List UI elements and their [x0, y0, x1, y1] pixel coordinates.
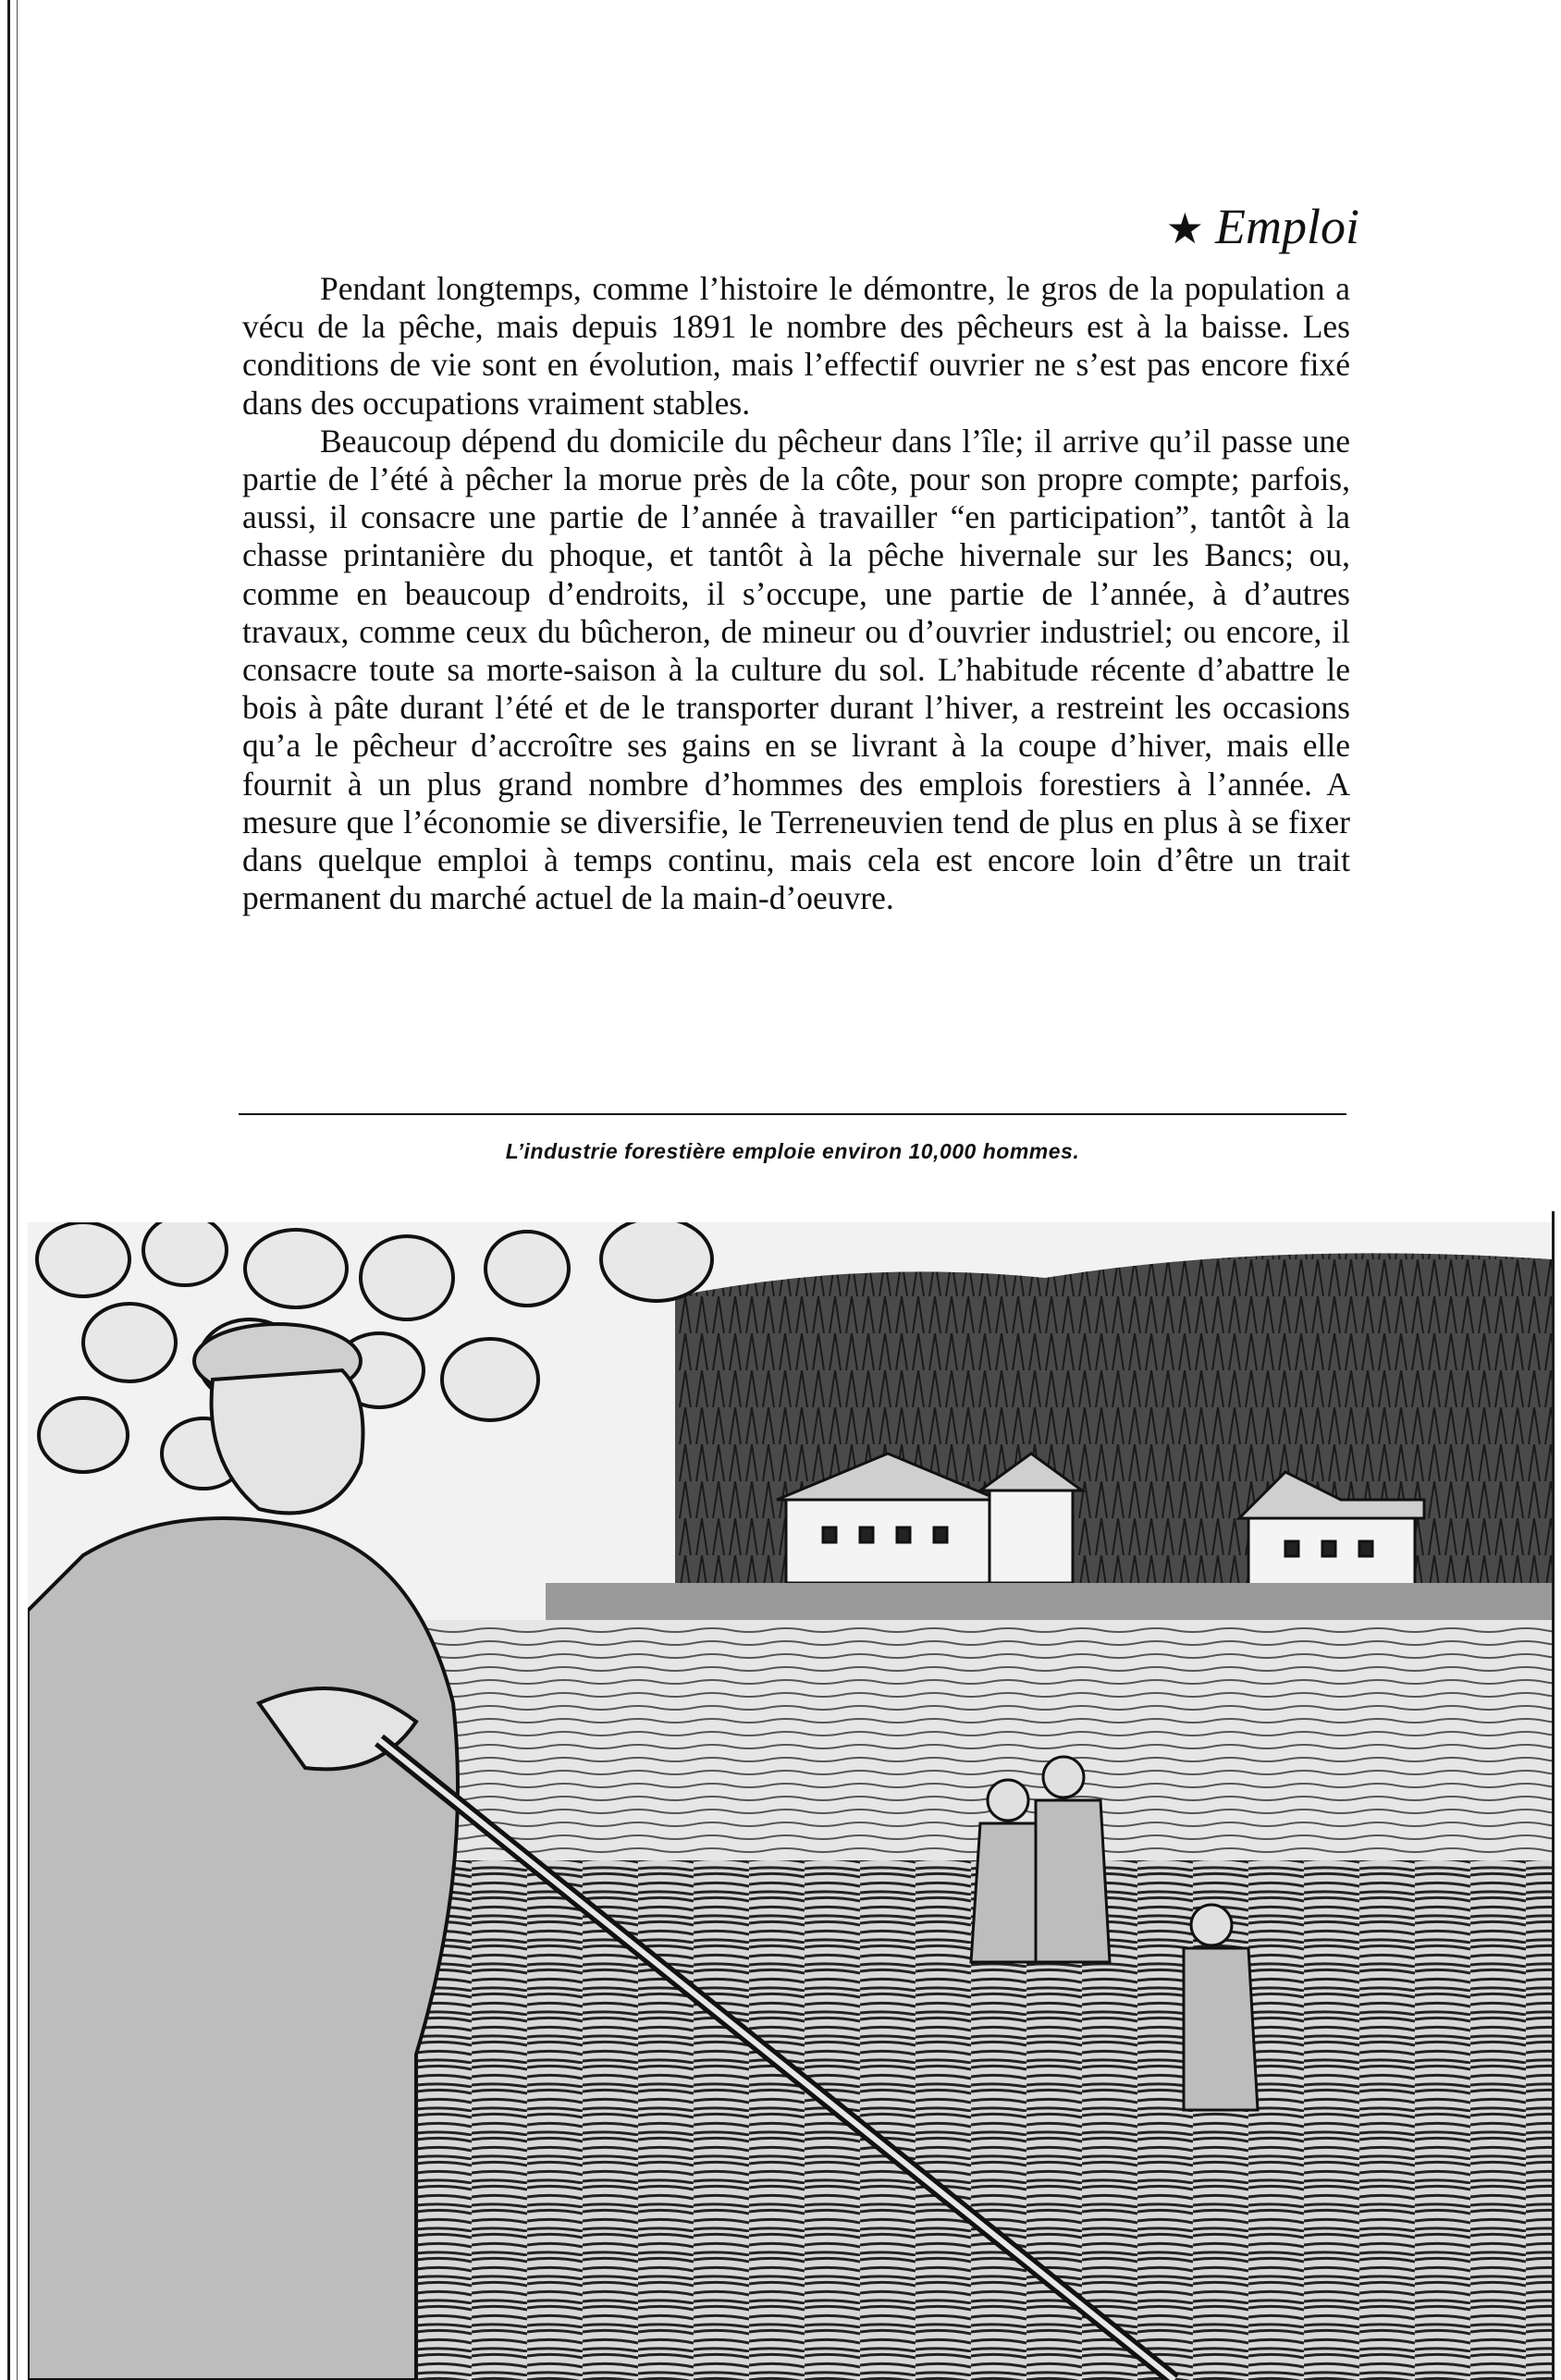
logging-photo	[28, 1222, 1552, 2380]
logging-photo-illustration	[28, 1222, 1552, 2380]
section-heading	[1110, 194, 1359, 259]
caption-divider	[239, 1113, 1346, 1115]
photo-caption: L’industrie forestière emploie environ 10,000 hommes.	[505, 1139, 1080, 1163]
dock	[546, 1583, 1552, 1620]
section-title: Emploi	[1215, 199, 1359, 254]
page-edge-rule	[7, 0, 10, 2380]
photo-edge-rule	[1552, 1211, 1555, 2380]
paragraph-1: Pendant longtemps, comme l’histoire le démontre, le gros de la population a vécu de la pêche, mais depuis 1891 le nombre des pêcheurs est à la baisse. Les conditions de vie sont en évolution, mais l’effectif ouvrier ne s’est pas encore fixé dans des occupations vraiment stables.	[242, 270, 1350, 422]
body-text	[242, 270, 1350, 917]
star-icon: ★	[1165, 205, 1204, 252]
river	[398, 1620, 1552, 1860]
paragraph-2: Beaucoup dépend du domicile du pêcheur dans l’île; il arrive qu’il passe une partie de l’été à pêcher la morue près de la côte, pour son propre compte; parfois, aussi, il consacre une partie de l’année à travailler “en participation”, tantôt à la chasse printanière du phoque, et tantôt à la pêche hivernale sur les Bancs; ou, comme en beaucoup d’endroits, il s’occupe, une partie de l’année, à d’autres travaux, comme ceux du bûcheron, de mineur ou d’ouvrier industriel; ou encore, il consacre toute sa morte-saison à la culture du sol. L’habitude récente d’abattre le bois à pâte durant l’été et de le transporter durant l’hiver, a restreint les occasions qu’a le pêcheur d’accroître ses gains en se livrant à la coupe d’hiver, mais elle fournit à un plus grand nombre d’hommes des emplois forestiers à l’année. A mesure que l’économie se diversifie, le Terreneuvien tend de plus en plus à se fixer dans quelque emploi à temps continu, mais cela est encore loin d’être un trait permanent du marché actuel de la main-d’oeuvre.	[242, 422, 1350, 917]
page-edge-rule-inner	[17, 0, 18, 2380]
